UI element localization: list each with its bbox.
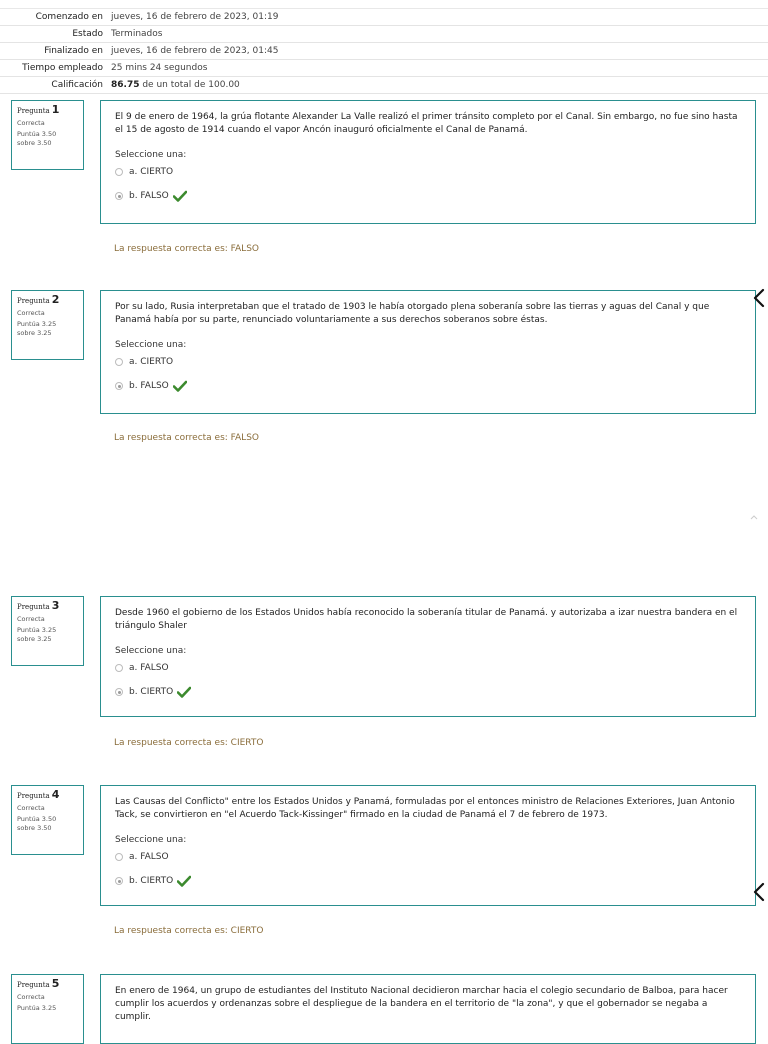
question-grade: Puntúa 3.50 sobre 3.50	[17, 130, 57, 147]
question-label: Pregunta	[17, 792, 50, 800]
question-content	[100, 596, 756, 717]
question-prompt: Seleccione una:	[115, 646, 187, 656]
option-a[interactable]: a. CIERTO	[115, 164, 741, 180]
radio-button[interactable]	[115, 664, 123, 672]
question-text: Las Causas del Conflicto" entre los Estados Unidos y Panamá, formuladas por el entonces ministro de Relaciones Exteriores, Juan Antonio Tack, se convirtieron en "el Acuerdo Tack-Kissinger" firmado en la ciudad de Panamá el 7 de febrero de 1973.	[115, 797, 735, 820]
feedback-correct-answer: La respuesta correcta es: FALSO	[114, 244, 259, 254]
question-text: El 9 de enero de 1964, la grúa flotante Alexander La Valle realizó el primer tránsito completo por el Canal. Sin embargo, no fue sino hasta el 15 de agosto de 1914 cuando el vapor Ancón inauguró oficialmente el Canal de Panamá.	[115, 112, 738, 135]
summary-label: Finalizado en	[44, 46, 103, 56]
summary-label: Tiempo empleado	[22, 63, 103, 73]
question-number: 5	[51, 977, 60, 990]
summary-row-started	[0, 8, 768, 25]
question-prompt: Seleccione una:	[115, 340, 187, 350]
option-b[interactable]: b. CIERTO	[115, 873, 741, 889]
question-state: Correcta	[17, 615, 45, 623]
question-number: 2	[51, 293, 60, 306]
radio-button-selected[interactable]	[115, 877, 123, 885]
question-number: 3	[51, 599, 60, 612]
feedback-correct-answer: La respuesta correcta es: FALSO	[114, 433, 259, 443]
question-content	[100, 100, 756, 224]
checkmark-icon	[177, 686, 191, 698]
question-prompt: Seleccione una:	[115, 150, 187, 160]
checkmark-icon	[173, 380, 187, 392]
question-number: 1	[51, 103, 60, 116]
option-b[interactable]: b. CIERTO	[115, 684, 741, 700]
chevron-left-icon[interactable]	[750, 880, 768, 904]
question-grade: Puntúa 3.25 sobre 3.25	[17, 320, 57, 337]
feedback-correct-answer: La respuesta correcta es: CIERTO	[114, 738, 264, 748]
radio-button-selected[interactable]	[115, 688, 123, 696]
option-b[interactable]: b. FALSO	[115, 188, 741, 204]
question-text: En enero de 1964, un grupo de estudiantes del Instituto Nacional decidieron marchar hacia el colegio secundario de Balboa, para hacer cumplir los acuerdos y ordenanzas sobre el despliegue de la bandera en el territorio de "la zona", y que el gobernador se negaba a cumplir.	[115, 986, 728, 1022]
option-b[interactable]: b. FALSO	[115, 378, 741, 394]
attempt-summary	[0, 8, 768, 94]
question-info	[11, 785, 84, 855]
question-state: Correcta	[17, 993, 45, 1001]
question-grade: Puntúa 3.25	[17, 1004, 57, 1012]
summary-value	[111, 80, 240, 90]
question-prompt: Seleccione una:	[115, 835, 187, 845]
question-label: Pregunta	[17, 107, 50, 115]
question-content	[100, 785, 756, 906]
radio-button-selected[interactable]	[115, 192, 123, 200]
question-state: Correcta	[17, 119, 45, 127]
question-content	[100, 974, 756, 1044]
question-state: Correcta	[17, 804, 45, 812]
option-a[interactable]: a. FALSO	[115, 849, 741, 865]
summary-label: Calificación	[51, 80, 103, 90]
radio-button-selected[interactable]	[115, 382, 123, 390]
checkmark-icon	[173, 190, 187, 202]
chevron-up-icon[interactable]	[750, 514, 758, 520]
feedback-correct-answer: La respuesta correcta es: CIERTO	[114, 926, 264, 936]
question-content	[100, 290, 756, 414]
question-info	[11, 596, 84, 666]
question-text: Por su lado, Rusia interpretaban que el tratado de 1903 le había otorgado plena soberanía sobre las tierras y aguas del Canal y que Panamá había por su parte, renunciado voluntariamente a sus derechos soberanos sobre éstas.	[115, 302, 710, 325]
summary-row-grade	[0, 76, 768, 94]
question-label: Pregunta	[17, 297, 50, 305]
grade-total: de un total de 100.00	[142, 80, 240, 90]
question-info	[11, 974, 84, 1044]
option-a[interactable]: a. FALSO	[115, 660, 741, 676]
question-state: Correcta	[17, 309, 45, 317]
chevron-left-icon[interactable]	[750, 286, 768, 310]
summary-row-time	[0, 59, 768, 76]
summary-label: Comenzado en	[35, 12, 103, 22]
summary-value: 25 mins 24 segundos	[111, 63, 208, 73]
summary-value: jueves, 16 de febrero de 2023, 01:19	[111, 12, 279, 22]
checkmark-icon	[177, 875, 191, 887]
question-label: Pregunta	[17, 603, 50, 611]
question-info	[11, 290, 84, 360]
summary-value: Terminados	[111, 29, 163, 39]
grade-score: 86.75	[111, 80, 140, 90]
radio-button[interactable]	[115, 358, 123, 366]
radio-button[interactable]	[115, 168, 123, 176]
summary-label: Estado	[72, 29, 103, 39]
summary-value: jueves, 16 de febrero de 2023, 01:45	[111, 46, 279, 56]
question-info	[11, 100, 84, 170]
question-label: Pregunta	[17, 981, 50, 989]
question-grade: Puntúa 3.25 sobre 3.25	[17, 626, 57, 643]
option-a[interactable]: a. CIERTO	[115, 354, 741, 370]
summary-row-finished	[0, 42, 768, 59]
question-number: 4	[51, 788, 60, 801]
summary-row-state	[0, 25, 768, 42]
radio-button[interactable]	[115, 853, 123, 861]
question-text: Desde 1960 el gobierno de los Estados Unidos había reconocido la soberanía titular de Panamá. y autorizaba a izar nuestra bandera en el triángulo Shaler	[115, 608, 738, 631]
question-grade: Puntúa 3.50 sobre 3.50	[17, 815, 57, 832]
